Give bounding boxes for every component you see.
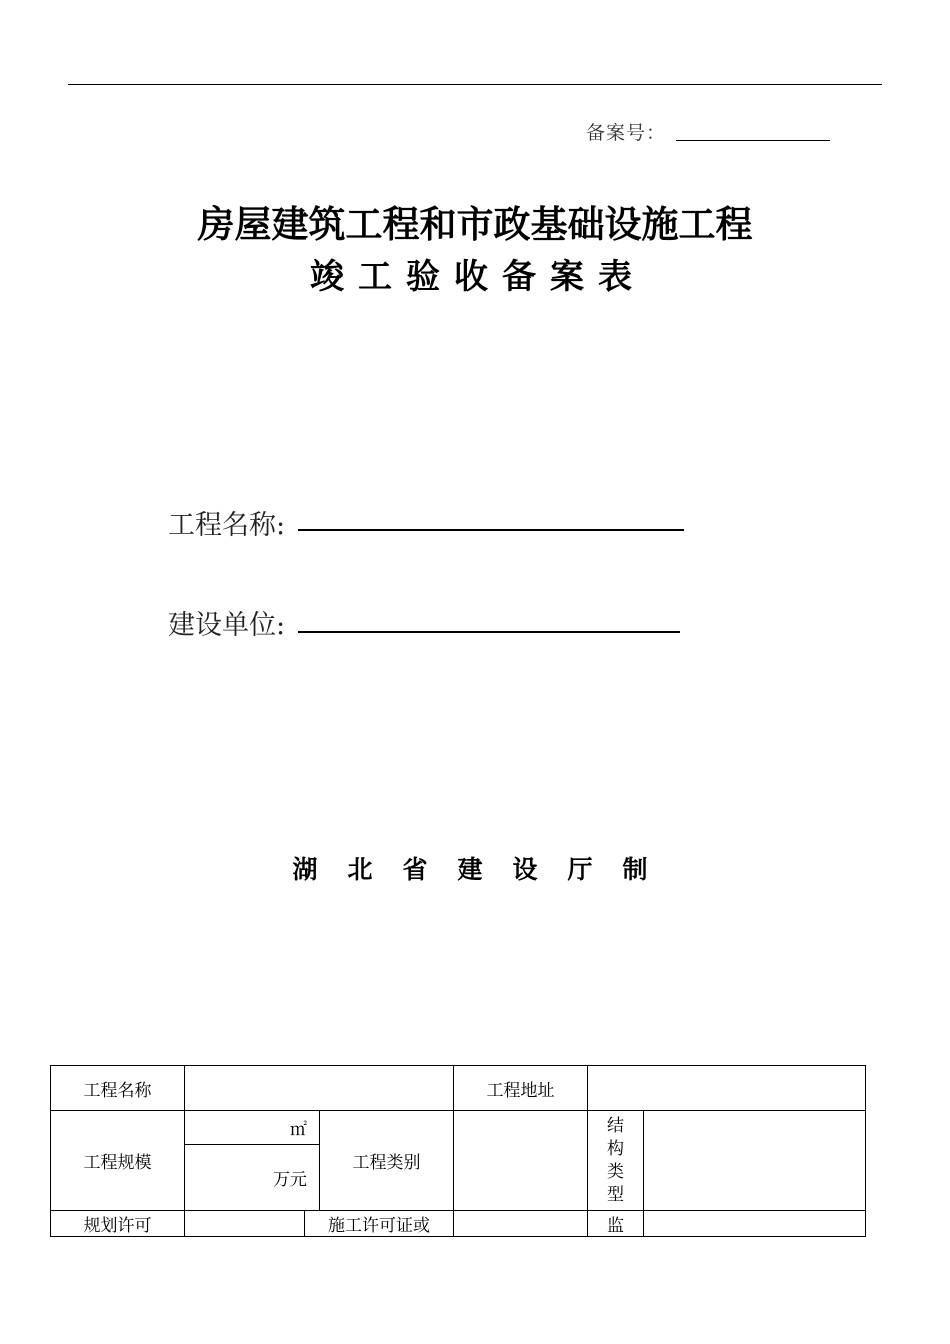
structure-type-cell-value[interactable] [644,1111,866,1211]
top-rule [68,84,882,85]
record-number-label: 备案号： [586,122,667,144]
record-form-table [50,1065,866,1237]
structure-type-char: 类 [607,1161,625,1182]
money-unit-cell[interactable]: 万元 [185,1145,320,1211]
project-name-cell-label: 工程名称 [51,1066,185,1111]
construction-unit-label: 建设单位: [168,610,286,641]
project-address-cell-value[interactable] [588,1066,866,1111]
project-name-cell-value[interactable] [185,1066,454,1111]
document-title-line1: 房屋建筑工程和市政基础设施工程 [197,202,753,246]
construction-permit-cell-value[interactable] [454,1211,588,1237]
planning-permit-cell-label: 规划许可 [51,1211,185,1237]
document-title-line2: 竣工验收备案表 [310,257,646,297]
project-scale-cell-label: 工程规模 [51,1111,185,1211]
issuer-line: 湖北省建设厅制 [292,855,678,884]
area-unit-cell[interactable]: ㎡ [185,1111,320,1145]
record-number-field[interactable] [676,140,830,141]
planning-permit-cell-value[interactable] [185,1211,305,1237]
project-name-field[interactable] [298,529,684,531]
structure-type-char: 结 [607,1115,625,1136]
supervision-cell-value[interactable] [644,1211,866,1237]
project-name-label: 工程名称: [168,510,286,541]
structure-type-char: 型 [607,1184,625,1205]
project-address-cell-label: 工程地址 [454,1066,588,1111]
project-category-cell-label: 工程类别 [320,1111,454,1211]
structure-type-cell-label [588,1111,644,1211]
project-category-cell-value[interactable] [454,1111,588,1211]
structure-type-char: 构 [607,1138,625,1159]
supervision-cell-label: 监 [588,1211,644,1237]
construction-unit-field[interactable] [298,631,680,633]
construction-permit-cell-label: 施工许可证或 [305,1211,454,1237]
